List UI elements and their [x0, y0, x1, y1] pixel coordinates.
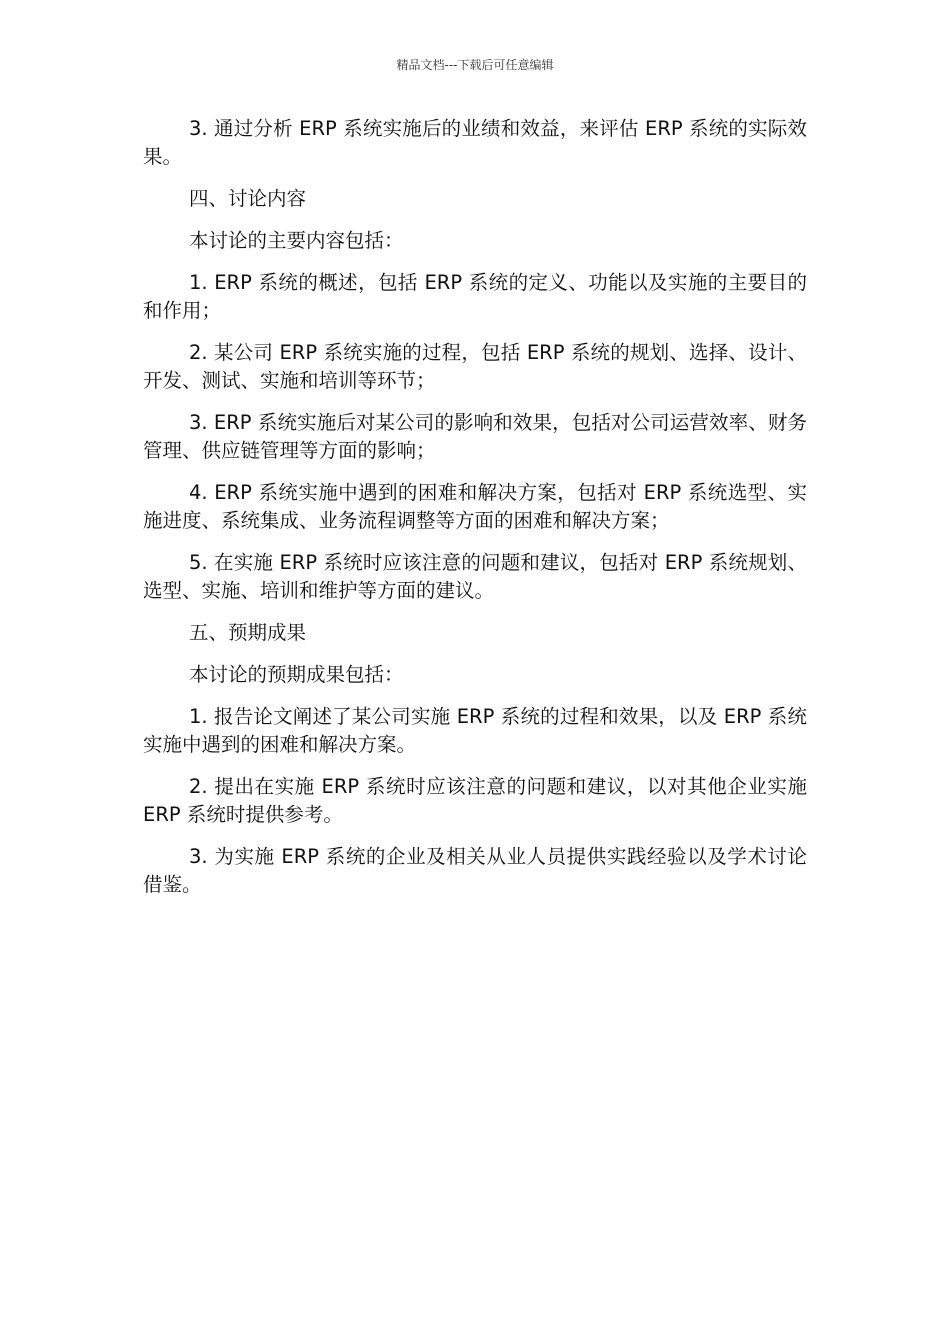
section-heading-discussion: 四、讨论内容	[189, 187, 307, 210]
paragraph-discussion-item-1: 1. ERP 系统的概述，包括 ERP 系统的定义、功能以及实施的主要目的和作用；	[143, 271, 807, 322]
page-header: 精品文档---下载后可任意编辑	[396, 58, 554, 72]
paragraph-discussion-item-4: 4. ERP 系统实施中遇到的困难和解决方案，包括对 ERP 系统选型、实施进度、系统集成、业务流程调整等方面的困难和解决方案；	[143, 481, 807, 532]
paragraph-outcomes-item-3: 3. 为实施 ERP 系统的企业及相关从业人员提供实践经验以及学术讨论借鉴。	[143, 845, 807, 896]
paragraph-discussion-intro: 本讨论的主要内容包括：	[189, 229, 404, 252]
paragraph-discussion-item-3: 3. ERP 系统实施后对某公司的影响和效果，包括对公司运营效率、财务管理、供应链管理等方面的影响；	[143, 411, 807, 462]
paragraph-outcomes-intro: 本讨论的预期成果包括：	[189, 663, 404, 686]
paragraph-evaluation-item-3: 3. 通过分析 ERP 系统实施后的业绩和效益，来评估 ERP 系统的实际效果。	[143, 117, 807, 168]
paragraph-outcomes-item-1: 1. 报告论文阐述了某公司实施 ERP 系统的过程和效果，以及 ERP 系统实施中遇到的困难和解决方案。	[143, 705, 807, 756]
document-body	[143, 115, 807, 913]
paragraph-outcomes-item-2: 2. 提出在实施 ERP 系统时应该注意的问题和建议，以对其他企业实施 ERP 系统时提供参考。	[143, 775, 807, 826]
paragraph-discussion-item-5: 5. 在实施 ERP 系统时应该注意的问题和建议，包括对 ERP 系统规划、选型、实施、培训和维护等方面的建议。	[143, 551, 807, 602]
paragraph-discussion-item-2: 2. 某公司 ERP 系统实施的过程，包括 ERP 系统的规划、选择、设计、开发、测试、实施和培训等环节；	[143, 341, 807, 392]
section-heading-outcomes: 五、预期成果	[189, 621, 307, 644]
